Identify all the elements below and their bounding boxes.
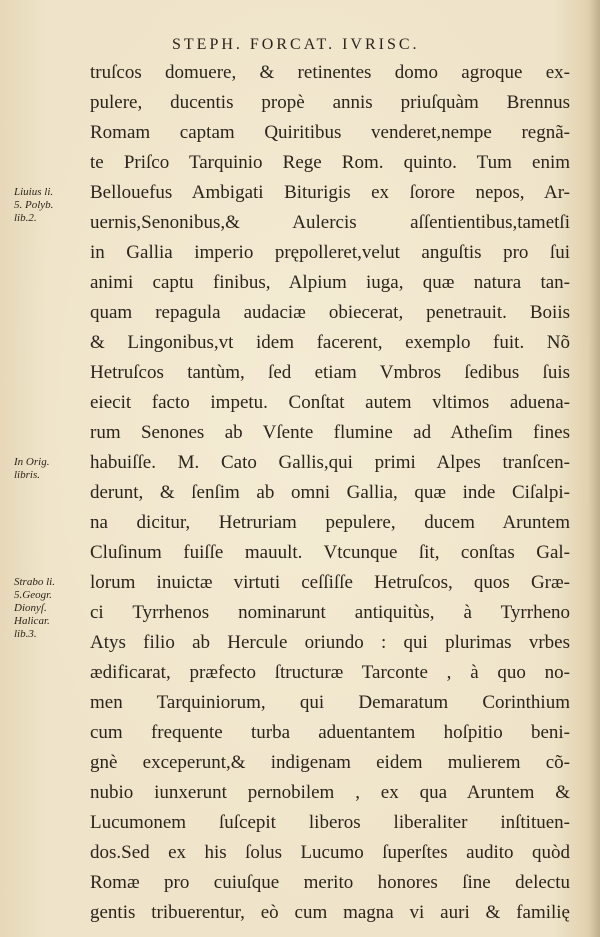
margin-note-line: In Orig. [14,456,50,468]
text-line: men Tarquiniorum, qui Demaratum Corinthium [90,692,570,713]
margin-note-line: libris. [14,469,40,481]
text-line: lorum inuictæ virtuti ceſſiſſe Hetruſcos, quos Græ- [90,572,570,593]
text-line: Hetruſcos tantùm, ſed etiam Vmbros ſedibus ſuis [90,362,570,383]
text-line: derunt, & ſenſim ab omni Gallia, quæ inde Ciſalpi- [90,482,570,503]
text-line: animi captu finibus, Alpium iuga, quæ natura tan- [90,272,570,293]
text-line: quam repagula audaciæ obiecerat, penetrauit. Boiis [90,302,570,323]
page-edge-shadow [588,0,600,937]
text-line: habuiſſe. M. Cato Gallis,qui primi Alpes tranſcen- [90,452,570,473]
text-line: Lucumonem ſuſcepit liberos liberaliter inſtituen- [90,812,570,833]
margin-note-line: 5. Polyb. [14,199,54,211]
text-line: gentis tribuerentur, eò cum magna vi auri & familię [90,902,570,923]
margin-note [14,456,49,482]
text-line: nubio iunxerunt pernobilem , ex qua Aruntem & [90,782,570,803]
text-line: dos.Sed ex his ſolus Lucumo ſuperſtes audito quòd [90,842,570,863]
text-line: & Lingonibus,vt idem facerent, exemplo fuit. Nõ [90,332,570,353]
margin-note [14,186,53,225]
margin-note-line: Liuius li. [14,186,54,198]
text-line: gnè exceperunt,& indigenam eidem mulierem cõ- [90,752,570,773]
text-line: ci Tyrrhenos nominarunt antiquitùs, à Tyrrheno [90,602,570,623]
text-line: Cluſinum fuiſſe mauult. Vtcunque ſit, conſtas Gal- [90,542,570,563]
running-header: STEPH. FORCAT. IVRISC. [172,36,420,53]
margin-note-line: 5.Geogr. [14,589,52,601]
text-line: uernis,Senonibus,& Aulercis aſſentientibus,tametſi [90,212,570,233]
text-line: pulere, ducentis propè annis priuſquàm Brennus [90,92,570,113]
main-text [90,58,570,928]
margin-note-line: lib.2. [14,212,37,224]
text-line: Atys filio ab Hercule oriundo : qui plurimas vrbes [90,632,570,653]
text-line: Romam captam Quiritibus venderet,nempe regnã- [90,122,570,143]
text-line: eiecit facto impetu. Conſtat autem vltimos aduena- [90,392,570,413]
margin-note-line: Halicar. [14,615,50,627]
text-line: in Gallia imperio prępolleret,velut anguſtis pro ſui [90,242,570,263]
text-line: cum frequente turba aduentantem hoſpitio beni- [90,722,570,743]
text-line: Bellouefus Ambigati Biturigis ex ſorore nepos, Ar- [90,182,570,203]
text-line: na dicitur, Hetruriam pepulere, ducem Aruntem [90,512,570,533]
text-line: Romæ pro cuiuſque merito honores ſine delectu [90,872,570,893]
margin-note-line: lib.3. [14,628,37,640]
margin-note-line: Dionyſ. [14,602,47,614]
margin-note [14,576,55,641]
text-line: rum Senones ab Vſente flumine ad Atheſim fines [90,422,570,443]
text-line: te Priſco Tarquinio Rege Rom. quinto. Tum enim [90,152,570,173]
text-line: ædificarat, præfecto ſtructuræ Tarconte , à quo no- [90,662,570,683]
text-line: truſcos domuere, & retinentes domo agroque ex- [90,62,570,83]
margin-note-line: Strabo li. [14,576,55,588]
